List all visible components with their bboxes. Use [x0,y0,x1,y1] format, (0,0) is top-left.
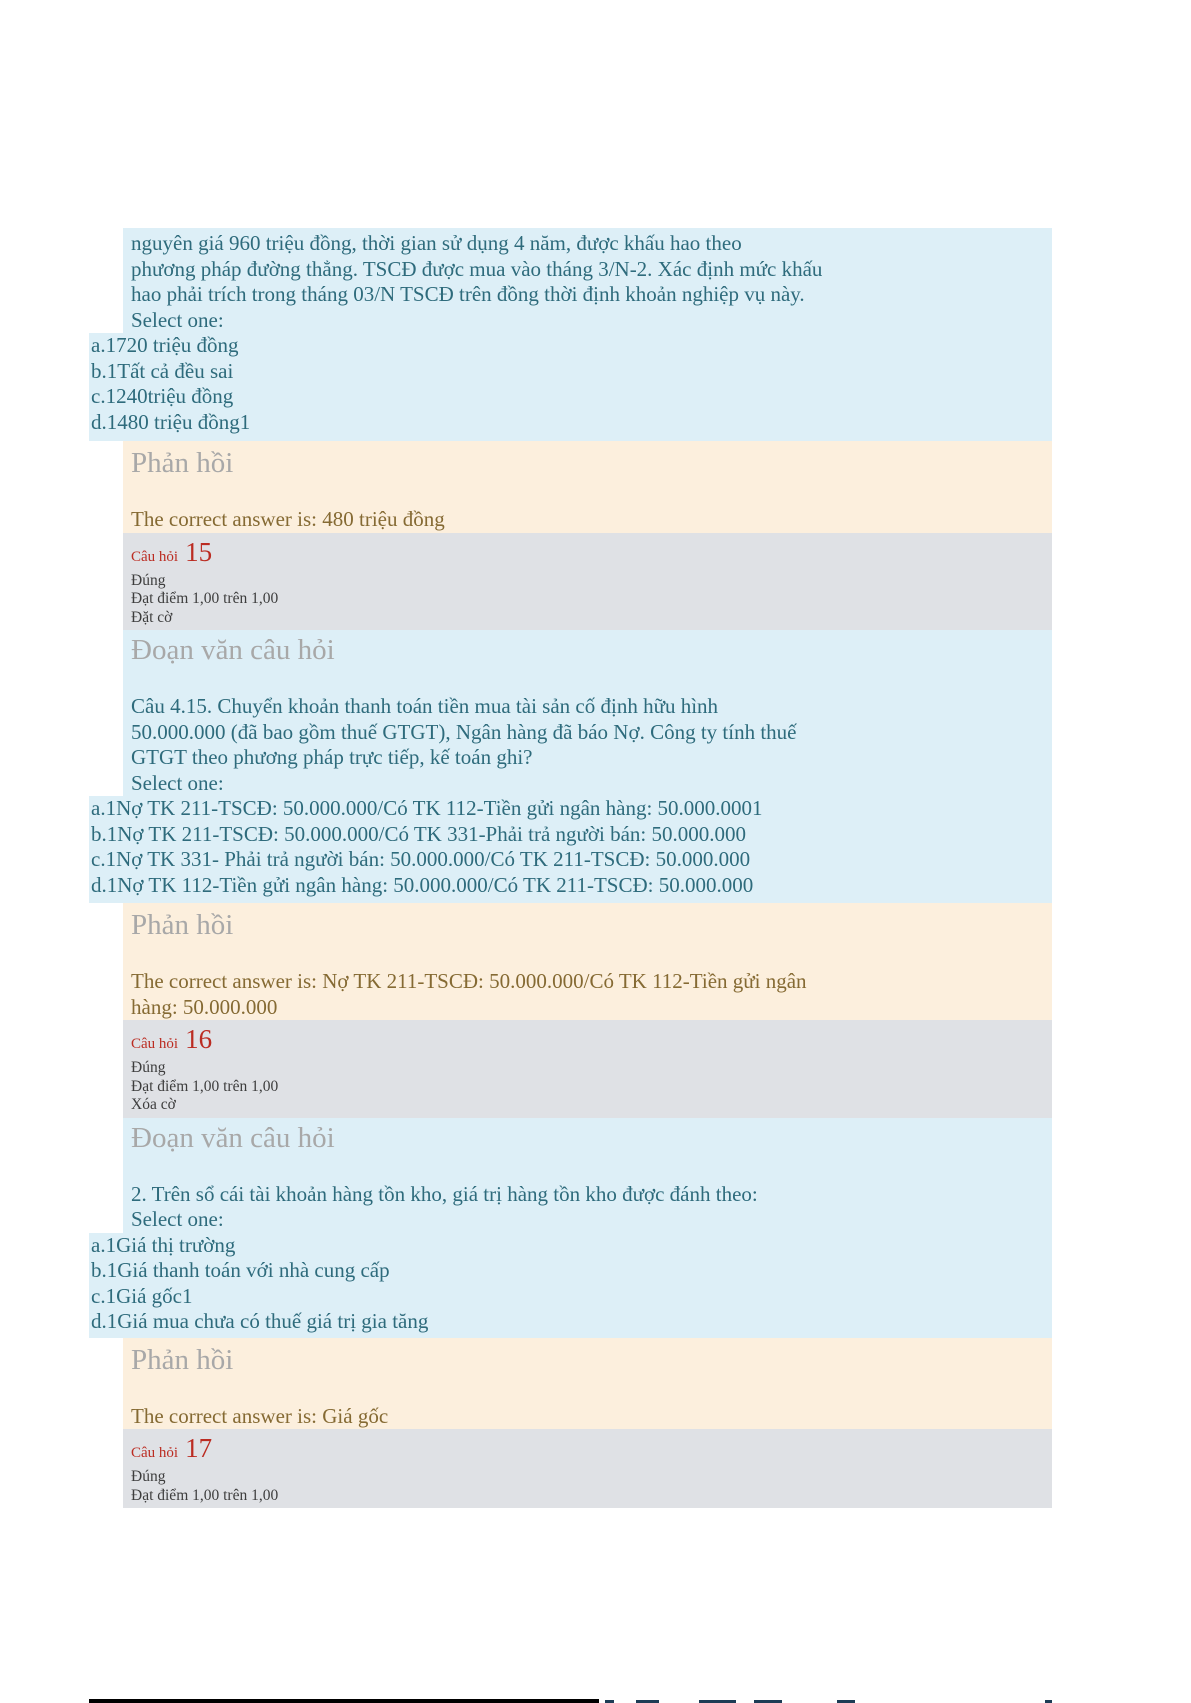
question-15-block [89,630,1052,903]
answer-option-b: b.1Tất cả đều sai [89,359,1052,385]
feedback-heading: Phản hồi [131,909,234,941]
flag-question-link[interactable]: Đặt cờ [131,608,173,626]
clipped-table-border [89,1699,599,1703]
question-14-block [89,228,1052,441]
answer-option-a: a.1720 triệu đồng [89,333,1052,359]
question-number: 16 [185,1024,213,1054]
question-16-block [89,1118,1052,1338]
question-label: Câu hỏi [131,1445,179,1461]
answer-option-d: d.1480 triệu đồng1 [89,410,1052,442]
question-number-title [131,1433,1042,1468]
answer-option-c: c.1Nợ TK 331- Phải trả người bán: 50.000.000/Có TK 211-TSCĐ: 50.000.000 [89,847,1052,873]
question-number: 17 [185,1433,213,1463]
question-number-title [131,1024,1042,1059]
question-text-line: GTGT theo phương pháp trực tiếp, kế toán ghi? [123,745,1052,771]
feedback-heading: Phản hồi [131,447,234,479]
question-14-feedback-block [123,441,1052,533]
status-correct: Đúng [131,571,166,589]
question-text-line: 2. Trên sổ cái tài khoản hàng tồn kho, giá trị hàng tồn kho được đánh theo: [123,1182,1052,1208]
answer-option-c: c.1Giá gốc1 [89,1284,1052,1310]
question-passage-heading: Đoạn văn câu hỏi [123,630,1052,668]
select-one-label: Select one: [123,1207,1052,1233]
grade-text: Đạt điểm 1,00 trên 1,00 [131,590,279,607]
correct-answer-text: The correct answer is: Nợ TK 211-TSCĐ: 50.000.000/Có TK 112-Tiền gửi ngân [131,969,807,993]
question-17-info-block [123,1429,1052,1508]
feedback-spacer [131,481,1042,507]
question-16-feedback-block [123,1338,1052,1430]
answer-option-a: a.1Nợ TK 211-TSCĐ: 50.000.000/Có TK 112-Tiền gửi ngân hàng: 50.000.0001 [89,796,1052,822]
question-label: Câu hỏi [131,548,179,565]
correct-answer-text: The correct answer is: Giá gốc [131,1403,389,1428]
bottom-whitespace [89,1508,1052,1699]
question-label: Câu hỏi [131,1036,179,1052]
question-number: 15 [185,536,213,567]
question-16-info-block [123,1020,1052,1118]
question-number-title [131,537,1042,572]
answer-option-a: a.1Giá thị trường [89,1233,1052,1259]
question-15-info-block [123,533,1052,631]
question-text-line: phương pháp đường thẳng. TSCĐ được mua vào tháng 3/N-2. Xác định mức khấu [123,257,1052,283]
select-one-label: Select one: [123,308,1052,334]
top-whitespace [89,0,1052,228]
answer-option-b: b.1Nợ TK 211-TSCĐ: 50.000.000/Có TK 331-Phải trả người bán: 50.000.000 [89,822,1052,848]
question-15-feedback-block [123,903,1052,1020]
question-passage-heading: Đoạn văn câu hỏi [123,1118,1052,1156]
question-spacer [123,668,1052,694]
question-text-line: nguyên giá 960 triệu đồng, thời gian sử dụng 4 năm, được khấu hao theo [123,228,1052,257]
feedback-spacer [131,1378,1042,1404]
status-correct: Đúng [131,1468,166,1485]
answer-option-b: b.1Giá thanh toán với nhà cung cấp [89,1258,1052,1284]
question-text-line: hao phải trích trong tháng 03/N TSCĐ trên đồng thời định khoản nghiệp vụ này. [123,282,1052,308]
status-correct: Đúng [131,1059,166,1076]
correct-answer-text: The correct answer is: 480 triệu đồng [131,507,445,531]
select-one-label: Select one: [123,771,1052,797]
feedback-spacer [131,943,1042,969]
answer-option-d: d.1Nợ TK 112-Tiền gửi ngân hàng: 50.000.000/Có TK 211-TSCĐ: 50.000.000 [89,873,1052,904]
answer-option-c: c.1240triệu đồng [89,384,1052,410]
question-text-line: Câu 4.15. Chuyển khoản thanh toán tiền mua tài sản cố định hữu hình [123,694,1052,720]
grade-text: Đạt điểm 1,00 trên 1,00 [131,1077,279,1095]
feedback-heading: Phản hồi [131,1343,234,1376]
clipped-next-row [89,1699,1052,1703]
grade-text: Đạt điểm 1,00 trên 1,00 [131,1486,279,1504]
question-spacer [123,1156,1052,1182]
quiz-review-content [89,0,1052,1703]
question-text-line: 50.000.000 (đã bao gồm thuế GTGT), Ngân hàng đã báo Nợ. Công ty tính thuế [123,720,1052,746]
correct-answer-text: hàng: 50.000.000 [131,994,278,1019]
remove-flag-link[interactable]: Xóa cờ [131,1096,176,1113]
answer-option-d: d.1Giá mua chưa có thuế giá trị gia tăng [89,1309,1052,1338]
